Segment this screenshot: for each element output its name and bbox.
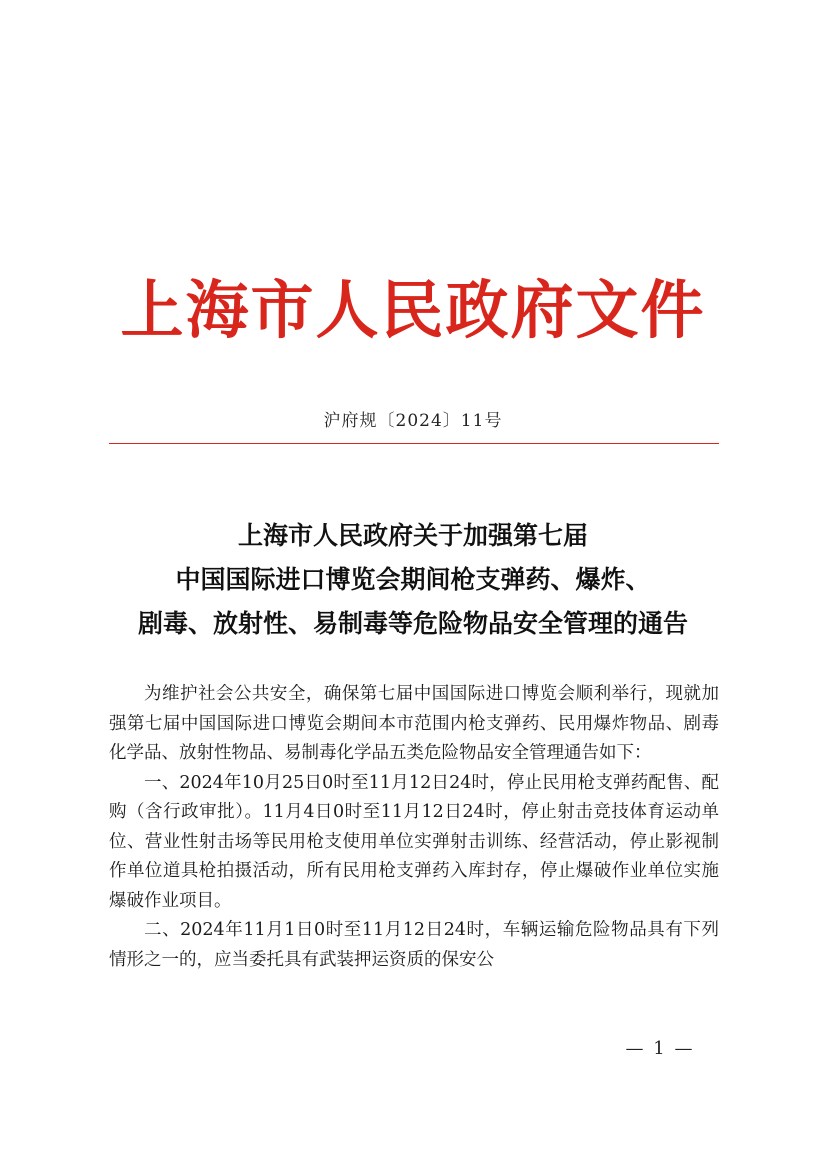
body-paragraph-intro: 为维护社会公共安全，确保第七届中国国际进口博览会顺利举行，现就加强第七届中国国际进口博览会期间本市范围内枪支弹药、民用爆炸物品、剧毒化学品、放射性物品、易制毒化学品五类危险物品安全管理通告如下：	[109, 684, 719, 763]
document-masthead: 上海市人民政府文件	[120, 273, 706, 347]
body-paragraph-item-2: 二、2024年11月1日0时至11月12日24时，车辆运输危险物品具有下列情形之一的，应当委托具有武装押运资质的保安公	[109, 920, 719, 970]
title-line: 中国国际进口博览会期间枪支弹药、爆炸、	[175, 565, 651, 594]
body-paragraph-item-1: 一、2024年10月25日0时至11月12日24时，停止民用枪支弹药配售、配购（含行政审批）。11月4日0时至11月12日24时，停止射击竞技体育运动单位、营业性射击场等民用枪支使用单位实弹射击训练、经营活动，停止影视制作单位道具枪拍摄活动，所有民用枪支弹药入库封存，停止爆破作业单位实施爆破作业项目。	[109, 772, 719, 911]
page-number: — 1 —	[625, 1038, 695, 1059]
title-line: 上海市人民政府关于加强第七届	[237, 521, 588, 550]
title-line: 剧毒、放射性、易制毒等危险物品安全管理的通告	[137, 609, 688, 638]
document-number: 沪府规〔2024〕11号	[323, 411, 503, 431]
document-body	[109, 680, 719, 975]
red-divider-line	[109, 443, 719, 444]
document-title	[60, 514, 766, 646]
